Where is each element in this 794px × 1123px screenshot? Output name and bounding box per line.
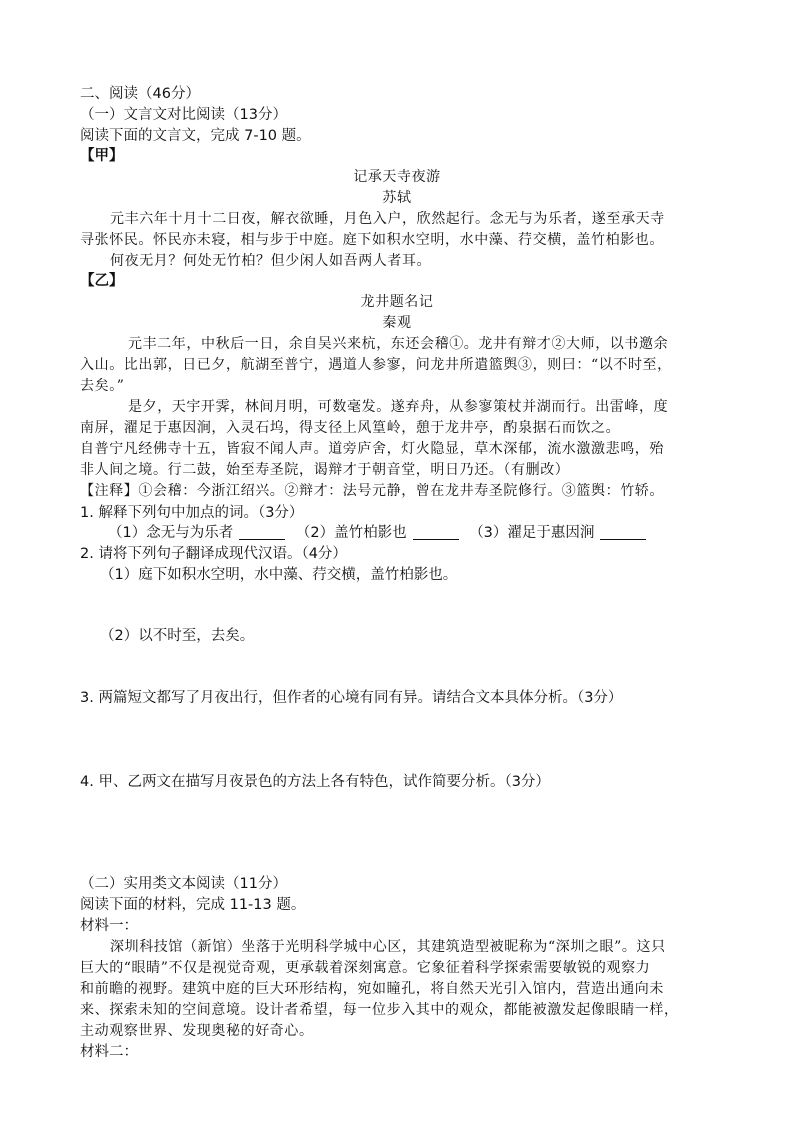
yi-author: 秦观 <box>382 315 412 331</box>
jia-line: 何夜无月？何处无竹柏？但少闲人如吾两人者耳。 <box>110 253 432 269</box>
yi-label: 【乙】 <box>80 273 124 289</box>
material-1-line: 主动观察世界、发现奥秘的好奇心。 <box>80 1023 314 1039</box>
yi-line: 是夕，天宇开霁，林间月明，可数毫发。遂弃舟，从参寥策杖并湖而行。出雷峰，度 <box>128 399 669 415</box>
question-1: 1. 解释下列句中加点的词。（3分） <box>80 505 304 521</box>
yi-line: 元丰二年，中秋后一日，余自吴兴来杭，东还会稽①。龙井有辩才②大师，以书邀余 <box>128 336 669 352</box>
q2-item: （2）以不时至，去矣。 <box>100 628 255 644</box>
yi-line: 入山。比出郭，日已夕，航湖至普宁，遇道人参寥，问龙井所遣篮舆③，则曰：“以不时至， <box>80 357 672 373</box>
part2-heading: （二）实用类文本阅读（11分） <box>80 876 287 892</box>
jia-author: 苏轼 <box>382 190 412 206</box>
question-1-items <box>108 523 652 543</box>
material-1-label: 材料一： <box>80 918 138 934</box>
q1-item: （3）濯足于惠因涧 <box>469 525 595 541</box>
answer-blank[interactable] <box>600 525 646 540</box>
q2-item: （1）庭下如积水空明，水中藻、荇交横，盖竹柏影也。 <box>100 567 458 583</box>
jia-label: 【甲】 <box>80 148 124 164</box>
answer-blank[interactable] <box>239 525 285 540</box>
notes: 【注释】①会稽：今浙江绍兴。②辩才：法号元静，曾在龙井寿圣院修行。③篮舆：竹轿。 <box>80 483 664 499</box>
part2-instruction: 阅读下面的材料，完成 11-13 题。 <box>80 897 306 913</box>
question-3: 3. 两篇短文都写了月夜出行，但作者的心境有同有异。请结合文本具体分析。（3分） <box>80 690 623 706</box>
yi-title: 龙井题名记 <box>360 294 434 310</box>
yi-line: 去矣。” <box>80 378 125 394</box>
material-1-line: 巨大的“眼睛”不仅是视觉奇观，更承载着深刻寓意。它象征着科学探索需要敏锐的观察力 <box>80 960 651 976</box>
section-title: 二、阅读（46分） <box>80 86 200 102</box>
jia-line: 元丰六年十月十二日夜，解衣欲睡，月色入户，欣然起行。念无与为乐者，遂至承天寺 <box>110 211 665 227</box>
jia-line: 寻张怀民。怀民亦未寝，相与步于中庭。庭下如积水空明，水中藻、荇交横，盖竹柏影也。 <box>80 232 664 248</box>
yi-line: 非人间之境。行二鼓，始至寿圣院，谒辩才于朝音堂，明日乃还。（有删改） <box>80 462 570 478</box>
part1-heading: （一）文言文对比阅读（13分） <box>80 107 287 123</box>
q1-item: （1）念无与为乐者 <box>108 525 234 541</box>
q1-item: （2）盖竹柏影也 <box>295 525 407 541</box>
part1-instruction: 阅读下面的文言文，完成 7-10 题。 <box>80 128 311 144</box>
material-1-line: 来、探索未知的空间意境。设计者希望，每一位步入其中的观众，都能被激发起像眼睛一样， <box>80 1002 679 1018</box>
yi-line: 自普宁凡经佛寺十五，皆寂不闻人声。道旁庐舍，灯火隐显，草木深郁，流水激激悲鸣，殆 <box>80 441 664 457</box>
material-1-line: 深圳科技馆（新馆）坐落于光明科学城中心区，其建筑造型被昵称为“深圳之眼”。这只 <box>110 939 666 955</box>
material-2-label: 材料二： <box>80 1044 138 1060</box>
question-2: 2. 请将下列句子翻译成现代汉语。（4分） <box>80 546 347 562</box>
material-1-line: 和前瞻的视野。建筑中庭的巨大环形结构，宛如瞳孔，将自然天光引入馆内，营造出通向未 <box>80 981 664 997</box>
question-4: 4. 甲、乙两文在描写月夜景色的方法上各有特色，试作简要分析。（3分） <box>80 774 550 790</box>
yi-line: 南屏，濯足于惠因涧，入灵石坞，得支径上风篁岭，憩于龙井亭，酌泉据石而饮之。 <box>80 420 621 436</box>
answer-blank[interactable] <box>413 525 459 540</box>
jia-title: 记承天寺夜游 <box>353 169 441 185</box>
